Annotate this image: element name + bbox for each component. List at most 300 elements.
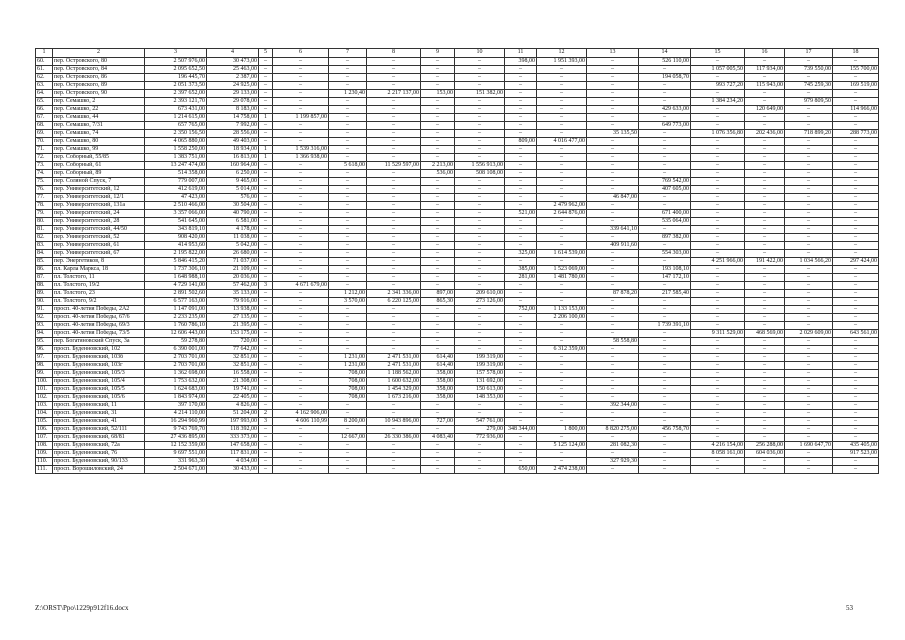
value-cell: – (329, 306, 367, 314)
value-cell: – (587, 322, 639, 330)
value-cell: 671 400,00 (639, 210, 691, 218)
value-cell: – (833, 226, 879, 234)
value-cell: – (587, 466, 639, 474)
value-cell: 77 642,00 (207, 346, 259, 354)
value-cell: – (505, 330, 537, 338)
value-cell: – (421, 114, 455, 122)
value-cell: – (639, 362, 691, 370)
table-row (36, 90, 879, 98)
value-cell: – (259, 274, 273, 282)
value-cell: – (367, 306, 421, 314)
column-header: 13 (587, 49, 639, 58)
table-row (36, 442, 879, 450)
value-cell: – (691, 162, 745, 170)
value-cell: 19 741,00 (207, 386, 259, 394)
value-cell: 1 951 393,00 (537, 58, 587, 66)
value-cell: – (455, 194, 505, 202)
value-cell: – (421, 218, 455, 226)
value-cell: – (587, 386, 639, 394)
value-cell: – (259, 362, 273, 370)
value-cell: – (745, 210, 785, 218)
value-cell: 727,00 (421, 418, 455, 426)
value-cell: – (587, 98, 639, 106)
value-cell: – (833, 154, 879, 162)
value-cell: – (639, 138, 691, 146)
value-cell: – (455, 98, 505, 106)
value-cell: – (455, 154, 505, 162)
value-cell: – (537, 378, 587, 386)
value-cell: – (421, 306, 455, 314)
value-cell: 199 319,00 (455, 354, 505, 362)
value-cell: – (273, 226, 329, 234)
address-cell: пер. Семашко, 74 (53, 130, 145, 138)
value-cell: – (259, 106, 273, 114)
value-cell: – (329, 274, 367, 282)
value-cell: – (455, 466, 505, 474)
value-cell: – (455, 242, 505, 250)
value-cell: – (259, 210, 273, 218)
address-cell: пер. Богатяновский Спуск, 3а (53, 338, 145, 346)
value-cell: 348 344,00 (505, 426, 537, 434)
table-row (36, 402, 879, 410)
value-cell: – (691, 290, 745, 298)
value-cell: – (259, 218, 273, 226)
value-cell: 407 605,00 (639, 186, 691, 194)
value-cell: – (505, 122, 537, 130)
value-cell: 541 645,00 (145, 218, 207, 226)
row-number-cell: 69. (36, 130, 53, 138)
value-cell: 1 133 153,00 (537, 306, 587, 314)
value-cell: 456 758,70 (639, 426, 691, 434)
value-cell: 1 760 786,10 (145, 322, 207, 330)
value-cell: – (505, 82, 537, 90)
value-cell: 4 016 477,00 (537, 138, 587, 146)
value-cell: – (691, 242, 745, 250)
value-cell: – (833, 314, 879, 322)
value-cell: 2 644 876,00 (537, 210, 587, 218)
value-cell: – (745, 410, 785, 418)
value-cell: – (833, 146, 879, 154)
value-cell: – (785, 378, 833, 386)
table-row (36, 290, 879, 298)
value-cell: 30 504,00 (207, 202, 259, 210)
value-cell: – (639, 330, 691, 338)
row-number-cell: 106. (36, 426, 53, 434)
value-cell: – (587, 378, 639, 386)
value-cell: – (745, 234, 785, 242)
value-cell: – (639, 370, 691, 378)
address-cell: просп. Буденновский, 72а (53, 442, 145, 450)
value-cell: 325,00 (505, 250, 537, 258)
value-cell: – (367, 330, 421, 338)
value-cell: 24 925,00 (207, 82, 259, 90)
value-cell: – (329, 226, 367, 234)
value-cell: – (421, 282, 455, 290)
address-cell: просп. Буденновский, 90/133 (53, 458, 145, 466)
value-cell: 3 (259, 282, 273, 290)
value-cell: – (455, 130, 505, 138)
value-cell: 708,00 (329, 370, 367, 378)
value-cell: 979 809,50 (785, 98, 833, 106)
value-cell: – (639, 114, 691, 122)
table-row (36, 354, 879, 362)
value-cell: 21 395,00 (207, 322, 259, 330)
value-cell: – (329, 178, 367, 186)
value-cell: – (833, 90, 879, 98)
value-cell: – (745, 466, 785, 474)
table-row (36, 346, 879, 354)
value-cell: – (367, 410, 421, 418)
value-cell: 2 029 609,00 (785, 330, 833, 338)
value-cell: 429 633,00 (639, 106, 691, 114)
value-cell: – (421, 330, 455, 338)
value-cell: 151 382,00 (455, 90, 505, 98)
value-cell: – (691, 226, 745, 234)
value-cell: 1 624 683,00 (145, 386, 207, 394)
value-cell: 604 036,00 (745, 450, 785, 458)
value-cell: – (537, 418, 587, 426)
value-cell: – (455, 82, 505, 90)
value-cell: – (785, 106, 833, 114)
value-cell: – (505, 218, 537, 226)
value-cell: 16 558,00 (207, 370, 259, 378)
value-cell: – (505, 338, 537, 346)
value-cell: – (367, 314, 421, 322)
value-cell: – (587, 234, 639, 242)
value-cell: – (691, 418, 745, 426)
value-cell: – (745, 218, 785, 226)
value-cell: – (691, 370, 745, 378)
value-cell: 13 247 474,00 (145, 162, 207, 170)
value-cell: 1 753 632,00 (145, 378, 207, 386)
value-cell: – (587, 178, 639, 186)
value-cell: – (273, 466, 329, 474)
value-cell: – (833, 362, 879, 370)
row-number-cell: 86. (36, 266, 53, 274)
address-cell: просп. Буденновский, 103б (53, 354, 145, 362)
value-cell: – (367, 282, 421, 290)
value-cell: – (691, 202, 745, 210)
value-cell: – (421, 234, 455, 242)
value-cell: – (833, 194, 879, 202)
value-cell: – (785, 426, 833, 434)
value-cell: – (833, 322, 879, 330)
value-cell: 14 758,00 (207, 114, 259, 122)
row-number-cell: 95. (36, 338, 53, 346)
value-cell: – (421, 322, 455, 330)
value-cell: – (691, 106, 745, 114)
value-cell: – (587, 218, 639, 226)
value-cell: – (455, 210, 505, 218)
value-cell: – (455, 402, 505, 410)
value-cell: – (785, 322, 833, 330)
address-cell: просп. Буденновский, 31 (53, 410, 145, 418)
value-cell: 147 658,00 (207, 442, 259, 450)
value-cell: 6 250,00 (207, 170, 259, 178)
value-cell: – (273, 378, 329, 386)
value-cell: – (329, 154, 367, 162)
value-cell: 752,00 (505, 306, 537, 314)
row-number-cell: 73. (36, 162, 53, 170)
value-cell: 2 504 671,00 (145, 466, 207, 474)
value-cell: – (785, 402, 833, 410)
value-cell: 4 178,00 (207, 226, 259, 234)
value-cell: 2 (259, 410, 273, 418)
value-cell: 435 405,00 (833, 442, 879, 450)
value-cell: – (455, 58, 505, 66)
value-cell: 117 934,00 (745, 66, 785, 74)
value-cell: – (639, 258, 691, 266)
value-cell: – (785, 410, 833, 418)
value-cell: – (421, 426, 455, 434)
value-cell: – (833, 458, 879, 466)
value-cell: – (587, 274, 639, 282)
value-cell: 58 558,80 (587, 338, 639, 346)
row-number-cell: 97. (36, 354, 53, 362)
value-cell: 21 109,00 (207, 266, 259, 274)
value-cell: 21 308,00 (207, 378, 259, 386)
value-cell: – (537, 458, 587, 466)
value-cell: – (691, 386, 745, 394)
value-cell: 392 344,00 (587, 402, 639, 410)
value-cell: 1 214 615,00 (145, 114, 207, 122)
value-cell: – (745, 306, 785, 314)
value-cell: – (745, 386, 785, 394)
value-cell: – (537, 282, 587, 290)
value-cell: 281 082,30 (587, 442, 639, 450)
value-cell: – (639, 82, 691, 90)
value-cell: – (785, 346, 833, 354)
value-cell: – (259, 322, 273, 330)
value-cell: – (587, 410, 639, 418)
value-cell: – (367, 274, 421, 282)
value-cell: 2 703 701,00 (145, 362, 207, 370)
value-cell: – (329, 122, 367, 130)
row-number-cell: 91. (36, 306, 53, 314)
column-header: 15 (691, 49, 745, 58)
value-cell: 4 162 906,00 (273, 410, 329, 418)
value-cell: – (329, 74, 367, 82)
value-cell: 2 891 502,60 (145, 290, 207, 298)
column-header: 4 (207, 49, 259, 58)
value-cell: 769 542,00 (639, 178, 691, 186)
value-cell: – (639, 146, 691, 154)
value-cell: – (367, 346, 421, 354)
table-row (36, 466, 879, 474)
value-cell: 1 558 250,00 (145, 146, 207, 154)
value-cell: – (639, 458, 691, 466)
row-number-cell: 84. (36, 250, 53, 258)
value-cell: – (587, 258, 639, 266)
value-cell: – (691, 354, 745, 362)
address-cell: пер. Университетский, 61 (53, 242, 145, 250)
value-cell: – (691, 466, 745, 474)
value-cell: – (259, 434, 273, 442)
value-cell: – (367, 450, 421, 458)
value-cell: 2 217 137,00 (367, 90, 421, 98)
table-row (36, 434, 879, 442)
value-cell: – (537, 434, 587, 442)
value-cell: 2 213,00 (421, 162, 455, 170)
value-cell: – (785, 354, 833, 362)
value-cell: 118 392,00 (207, 426, 259, 434)
value-cell: – (367, 130, 421, 138)
value-cell: – (367, 338, 421, 346)
address-cell: просп. Буденновский, 105/3 (53, 370, 145, 378)
value-cell: 28 556,00 (207, 130, 259, 138)
value-cell: 202 436,00 (745, 130, 785, 138)
value-cell: 4 671 679,00 (273, 282, 329, 290)
value-cell: 46 847,00 (587, 194, 639, 202)
table-header-row (36, 49, 879, 58)
value-cell: 9 465,00 (207, 178, 259, 186)
value-cell: – (745, 138, 785, 146)
address-cell: пер. Университетский, 52 (53, 234, 145, 242)
value-cell: – (273, 322, 329, 330)
value-cell: 398,00 (505, 58, 537, 66)
value-cell: – (639, 242, 691, 250)
value-cell: 708,00 (329, 386, 367, 394)
value-cell: – (639, 442, 691, 450)
table-row (36, 194, 879, 202)
value-cell: 649 773,00 (639, 122, 691, 130)
row-number-cell: 65. (36, 98, 53, 106)
value-cell: – (639, 298, 691, 306)
address-cell: пер. Университетский, 131а (53, 202, 145, 210)
value-cell: – (537, 146, 587, 154)
value-cell: 193 108,10 (639, 266, 691, 274)
value-cell: 554 303,00 (639, 250, 691, 258)
value-cell: – (785, 122, 833, 130)
value-cell: – (537, 450, 587, 458)
value-cell: 414 953,60 (145, 242, 207, 250)
value-cell: 2 341 336,00 (367, 290, 421, 298)
value-cell: 1 (259, 114, 273, 122)
value-cell: 2 510 466,00 (145, 202, 207, 210)
value-cell: 49 403,00 (207, 138, 259, 146)
value-cell: 6 220 125,00 (367, 298, 421, 306)
address-cell: пер. Островского, 89 (53, 82, 145, 90)
table-row (36, 370, 879, 378)
value-cell: – (455, 442, 505, 450)
row-number-cell: 88. (36, 282, 53, 290)
value-cell: – (785, 74, 833, 82)
value-cell: 2 051 373,50 (145, 82, 207, 90)
value-cell: – (833, 394, 879, 402)
value-cell: – (833, 122, 879, 130)
value-cell: – (367, 106, 421, 114)
value-cell: 2 393 121,70 (145, 98, 207, 106)
value-cell: 27 135,00 (207, 314, 259, 322)
value-cell: – (745, 154, 785, 162)
value-cell: – (505, 194, 537, 202)
value-cell: – (587, 298, 639, 306)
value-cell: – (691, 210, 745, 218)
table-row (36, 218, 879, 226)
value-cell: – (833, 178, 879, 186)
value-cell: – (745, 146, 785, 154)
value-cell: – (505, 442, 537, 450)
value-cell: – (785, 58, 833, 66)
value-cell: – (587, 354, 639, 362)
value-cell: – (745, 322, 785, 330)
value-cell: 908 420,00 (145, 234, 207, 242)
value-cell: – (329, 106, 367, 114)
value-cell: – (329, 330, 367, 338)
address-cell: просп. Буденновский, 41 (53, 418, 145, 426)
value-cell: – (833, 418, 879, 426)
value-cell: – (505, 282, 537, 290)
value-cell: – (587, 450, 639, 458)
table-row (36, 138, 879, 146)
value-cell: 8 820 275,00 (587, 426, 639, 434)
value-cell: 8 183,00 (207, 106, 259, 114)
value-cell: – (691, 458, 745, 466)
value-cell: 779 007,00 (145, 178, 207, 186)
value-cell: – (367, 258, 421, 266)
value-cell: – (833, 218, 879, 226)
value-cell: – (259, 186, 273, 194)
table-row (36, 58, 879, 66)
value-cell: 2 397 652,00 (145, 90, 207, 98)
value-cell: – (421, 194, 455, 202)
value-cell: – (273, 274, 329, 282)
value-cell: – (785, 314, 833, 322)
column-header: 2 (53, 49, 145, 58)
value-cell: – (691, 122, 745, 130)
column-header: 7 (329, 49, 367, 58)
value-cell: – (639, 226, 691, 234)
value-cell: – (273, 186, 329, 194)
table-row (36, 154, 879, 162)
value-cell: – (745, 178, 785, 186)
value-cell: – (329, 98, 367, 106)
value-cell: – (639, 154, 691, 162)
value-cell: – (329, 186, 367, 194)
value-cell: – (421, 154, 455, 162)
table-row (36, 314, 879, 322)
value-cell: – (537, 186, 587, 194)
value-cell: – (691, 154, 745, 162)
value-cell: 708,00 (329, 378, 367, 386)
row-number-cell: 85. (36, 258, 53, 266)
value-cell: – (273, 106, 329, 114)
value-cell: – (367, 402, 421, 410)
value-cell: – (505, 178, 537, 186)
value-cell: – (785, 90, 833, 98)
value-cell: – (367, 74, 421, 82)
value-cell: 13 938,00 (207, 306, 259, 314)
value-cell: 2 195 822,00 (145, 250, 207, 258)
value-cell: 8 058 161,00 (691, 450, 745, 458)
value-cell: – (273, 290, 329, 298)
value-cell: – (691, 346, 745, 354)
value-cell: – (259, 74, 273, 82)
value-cell: – (367, 202, 421, 210)
value-cell: – (691, 146, 745, 154)
row-number-cell: 68. (36, 122, 53, 130)
address-cell: пер. Университетский, 24 (53, 210, 145, 218)
address-cell: пер. Семашко, 7/31 (53, 122, 145, 130)
value-cell: – (367, 154, 421, 162)
value-cell: – (785, 154, 833, 162)
value-cell: 6 390 001,00 (145, 346, 207, 354)
value-cell: – (833, 386, 879, 394)
value-cell: 2 095 652,50 (145, 66, 207, 74)
value-cell: – (329, 202, 367, 210)
value-cell: 30 433,00 (207, 466, 259, 474)
value-cell: – (587, 90, 639, 98)
